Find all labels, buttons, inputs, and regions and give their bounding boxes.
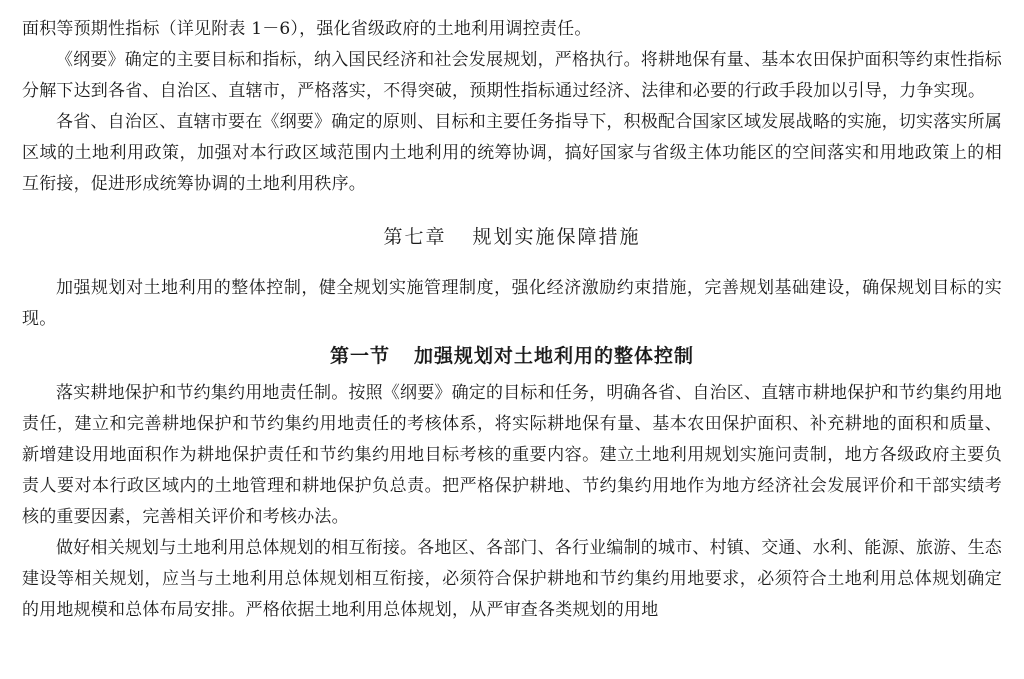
section-heading <box>22 341 1002 372</box>
section-title-text: 加强规划对土地利用的整体控制 <box>414 345 695 367</box>
chapter-heading <box>22 222 1002 253</box>
section-number: 第一节 <box>329 345 390 367</box>
paragraph-continuation: 面积等预期性指标（详见附表 1－6），强化省级政府的土地利用调控责任。 <box>22 19 592 39</box>
paragraph-targets: 《纲要》确定的主要目标和指标，纳入国民经济和社会发展规划，严格执行。将耕地保有量、基本农田保护面积等约束性指标分解下达到各省、自治区、直辖市，严格落实，不得突破，预期性指标通过经济、法律和必要的行政手段加以引导，力争实现。 <box>22 50 1002 101</box>
chapter-intro-paragraph: 加强规划对土地利用的整体控制，健全规划实施管理制度，强化经济激励约束措施，完善规划基础建设，确保规划目标的实现。 <box>22 278 1002 329</box>
paragraph-provinces: 各省、自治区、直辖市要在《纲要》确定的原则、目标和主要任务指导下，积极配合国家区域发展战略的实施，切实落实所属区域的土地利用政策，加强对本行政区域范围内土地利用的统筹协调，搞好国家与省级主体功能区的空间落实和用地政策上的相互衔接，促进形成统筹协调的土地利用秩序。 <box>22 112 1002 194</box>
chapter-number: 第七章 <box>383 226 447 248</box>
document-page <box>22 14 1002 626</box>
paragraph-responsibility: 落实耕地保护和节约集约用地责任制。按照《纲要》确定的目标和任务，明确各省、自治区、直辖市耕地保护和节约集约用地责任，建立和完善耕地保护和节约集约用地责任的考核体系，将实际耕地保有量、基本农田保护面积、补充耕地的面积和质量、新增建设用地面积作为耕地保护责任和节约集约用地目标考核的重要内容。建立土地利用规划实施问责制，地方各级政府主要负责人要对本行政区域内的土地管理和耕地保护负总责。把严格保护耕地、节约集约用地作为地方经济社会发展评价和干部实绩考核的重要因素，完善相关评价和考核办法。 <box>22 383 1002 527</box>
chapter-title-text: 规划实施保障措施 <box>472 226 641 248</box>
paragraph-coordination: 做好相关规划与土地利用总体规划的相互衔接。各地区、各部门、各行业编制的城市、村镇、交通、水利、能源、旅游、生态建设等相关规划，应当与土地利用总体规划相互衔接，必须符合保护耕地和节约集约用地要求，必须符合土地利用总体规划确定的用地规模和总体布局安排。严格依据土地利用总体规划，从严审查各类规划的用地 <box>22 538 1002 620</box>
